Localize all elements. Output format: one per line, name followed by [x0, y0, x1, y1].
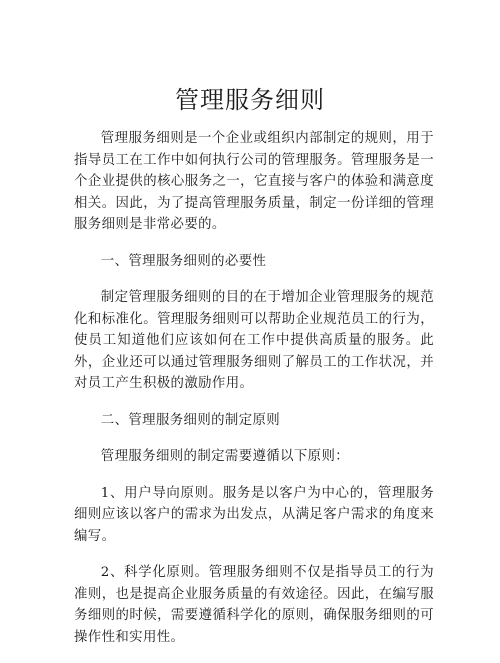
necessity-paragraph: 制定管理服务细则的目的在于增加企业管理服务的规范化和标准化。管理服务细则可以帮助企业规范员工的行为，使员工知道他们应该如何在工作中提供高质量的服务。此外，企业还可以通过管理服务细则了解员工的工作状况，并对员工产生积极的激励作用。 — [74, 290, 434, 391]
section-heading-principles: 二、管理服务细则的制定原则 — [100, 412, 281, 428]
principle-user-oriented-paragraph: 1、用户导向原则。服务是以客户为中心的，管理服务细则应该以客户的需求为出发点，从满足客户需求的角度来编写。 — [74, 485, 434, 544]
principle-scientific-paragraph: 2、科学化原则。管理服务细则不仅是指导员工的行为准则，也是提高企业服务质量的有效途径。因此，在编写服务细则的时候，需要遵循科学化的原则，确保服务细则的可操作性和实用性。 — [74, 565, 434, 645]
document-body — [74, 128, 434, 663]
document-title: 管理服务细则 — [175, 86, 325, 114]
principles-intro-paragraph: 管理服务细则的制定需要遵循以下原则： — [100, 449, 350, 464]
intro-paragraph: 管理服务细则是一个企业或组织内部制定的规则，用于指导员工在工作中如何执行公司的管理服务。管理服务是一个企业提供的核心服务之一，它直接与客户的体验和满意度相关。因此，为了提高管理服务质量，制定一份详细的管理服务细则是非常必要的。 — [74, 131, 434, 232]
section-heading-necessity: 一、管理服务细则的必要性 — [100, 253, 267, 269]
